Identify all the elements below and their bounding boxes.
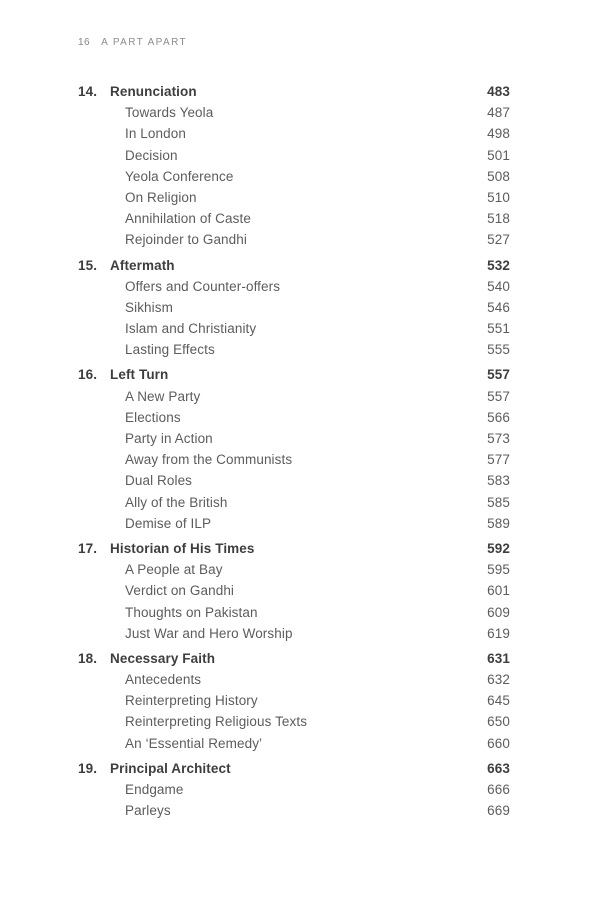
chapter-title: Historian of His Times [110,540,255,556]
section-title: Dual Roles [125,473,193,489]
section-page-number: 619 [487,625,510,641]
folio-page-number: 16 [78,37,91,48]
toc-section-row [78,297,510,318]
section-page-number: 601 [487,583,510,599]
toc-section-row [78,800,510,821]
section-title: Lasting Effects [125,342,215,358]
chapter-number: 16. [78,367,98,383]
section-page-number: 546 [487,299,510,315]
section-page-number: 557 [487,388,510,404]
section-title: Towards Yeola [125,105,214,121]
toc-section-row [78,407,510,428]
toc-section-row [78,513,510,534]
toc-section-row [78,166,510,187]
section-page-number: 508 [487,168,510,184]
chapter-title: Renunciation [110,84,197,99]
section-page-number: 666 [487,782,510,797]
section-title: Offers and Counter-offers [125,278,281,294]
section-page-number: 650 [487,714,510,730]
chapter-page-number: 557 [487,367,510,383]
chapter-title: Aftermath [110,257,175,273]
section-page-number: 551 [487,321,510,337]
section-page-number: 510 [487,189,510,205]
section-title: Party in Action [125,431,213,446]
toc-section-row [78,229,510,250]
section-title: In London [125,126,186,142]
section-page-number: 573 [487,431,510,446]
toc-section-row [78,623,510,644]
section-page-number: 487 [487,105,510,121]
toc-section-row [78,102,510,123]
toc-chapter-row [78,648,510,669]
section-title: Thoughts on Pakistan [125,604,258,620]
toc-chapter-row [78,758,510,779]
section-title: Rejoinder to Gandhi [125,232,247,248]
section-title: Antecedents [125,672,202,688]
section-title: On Religion [125,189,197,205]
toc-section-row [78,779,510,800]
section-page-number: 595 [487,562,510,578]
section-title: A People at Bay [125,562,223,578]
toc-section-row [78,690,510,711]
toc-section-row [78,449,510,470]
toc-section-row [78,318,510,339]
chapter-number: 17. [78,540,98,556]
chapter-page-number: 483 [487,84,510,99]
toc-section-row [78,559,510,580]
chapter-title: Necessary Faith [110,650,216,666]
chapter-number: 15. [78,257,98,273]
section-page-number: 632 [487,672,510,688]
section-page-number: 498 [487,126,510,142]
section-title: Just War and Hero Worship [125,625,293,641]
section-page-number: 660 [487,735,510,751]
section-title: Yeola Conference [125,168,234,184]
toc-section-row [78,339,510,360]
section-title: A New Party [125,388,201,404]
section-title: Sikhism [125,299,173,315]
toc-section-row [78,145,510,166]
section-page-number: 583 [487,473,510,489]
table-of-contents [78,81,510,821]
toc-chapter-row [78,364,510,385]
section-title: Reinterpreting Religious Texts [125,714,308,730]
toc-section-row [78,208,510,229]
running-head-title: A PART APART [101,37,188,48]
toc-section-row [78,276,510,297]
toc-section-row [78,580,510,601]
section-page-number: 501 [487,147,510,163]
section-title: Annihilation of Caste [125,211,251,227]
section-title: Decision [125,147,178,163]
toc-chapter-row [78,255,510,276]
section-page-number: 527 [487,232,510,248]
toc-section-row [78,386,510,407]
toc-chapter-row [78,81,510,102]
section-title: An ‘Essential Remedy’ [125,735,263,751]
toc-section-row [78,123,510,144]
section-page-number: 566 [487,409,510,425]
toc-section-row [78,470,510,491]
section-page-number: 540 [487,278,510,294]
section-page-number: 609 [487,604,510,620]
chapter-number: 18. [78,650,98,666]
toc-section-row [78,711,510,732]
section-page-number: 645 [487,693,510,709]
toc-chapter-row [78,538,510,559]
section-page-number: 669 [487,803,510,819]
chapter-number: 19. [78,760,98,776]
toc-section-row [78,733,510,754]
section-title: Verdict on Gandhi [125,583,235,599]
section-title: Parleys [125,803,171,819]
section-title: Elections [125,409,181,425]
chapter-page-number: 631 [487,650,510,666]
section-title: Ally of the British [125,494,228,510]
chapter-title: Left Turn [110,367,169,383]
section-title: Islam and Christianity [125,321,257,337]
running-header [78,37,187,48]
chapter-page-number: 663 [487,760,510,776]
toc-section-row [78,602,510,623]
section-title: Away from the Communists [125,452,293,468]
chapter-title: Principal Architect [110,760,231,776]
toc-section-row [78,669,510,690]
toc-section-row [78,492,510,513]
section-page-number: 585 [487,494,510,510]
section-title: Demise of ILP [125,515,212,531]
toc-section-row [78,187,510,208]
chapter-page-number: 592 [487,540,510,556]
section-page-number: 518 [487,211,510,227]
toc-section-row [78,428,510,449]
section-title: Reinterpreting History [125,693,258,709]
section-page-number: 589 [487,515,510,531]
section-title: Endgame [125,782,184,797]
section-page-number: 555 [487,342,510,358]
chapter-number: 14. [78,84,98,99]
section-page-number: 577 [487,452,510,468]
chapter-page-number: 532 [487,257,510,273]
